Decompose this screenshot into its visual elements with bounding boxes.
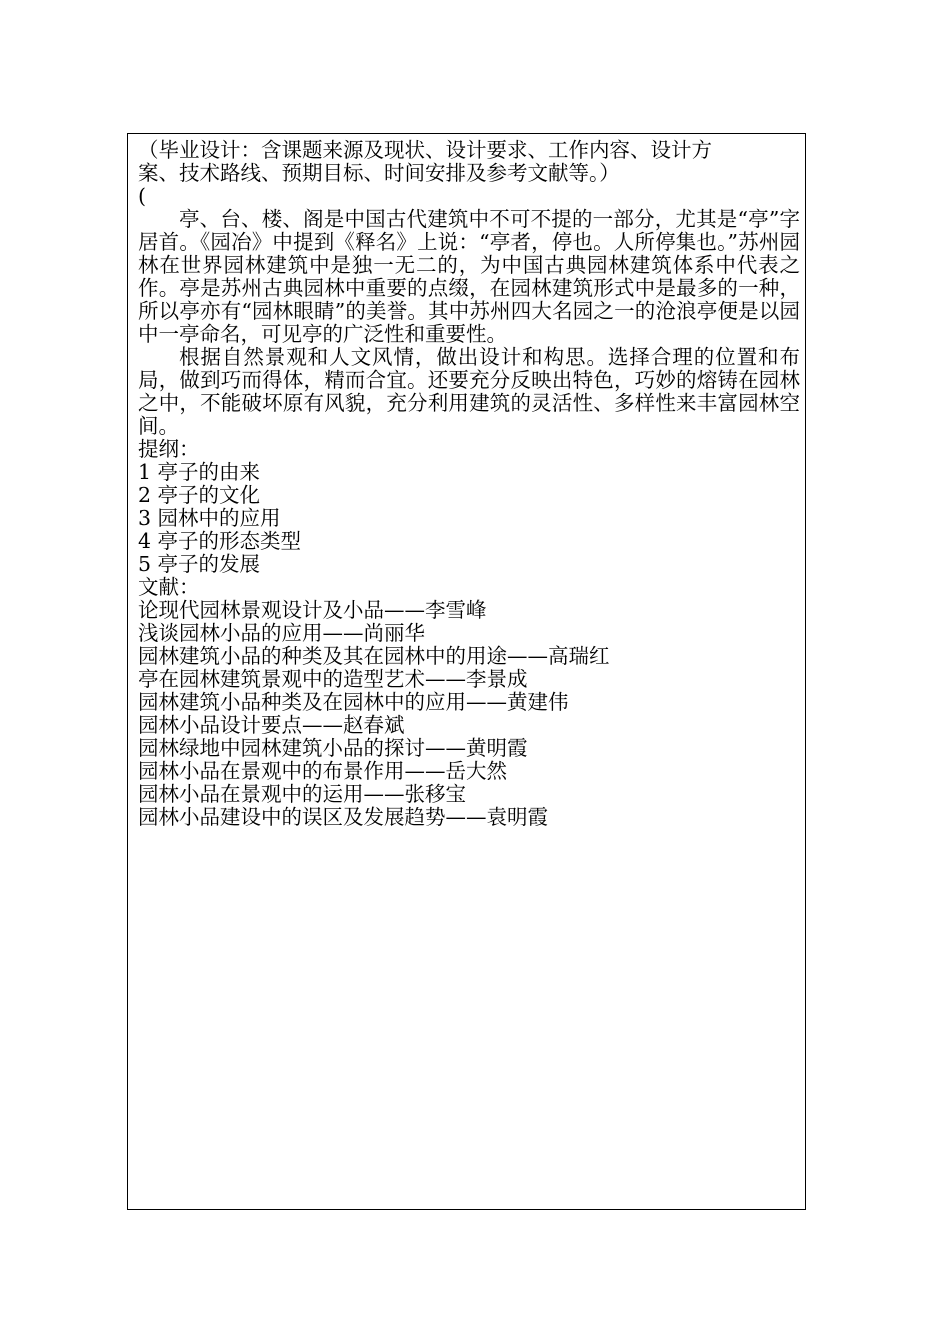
- reference-item: 园林小品在景观中的布景作用——岳大然: [138, 760, 507, 783]
- outline-item: 2 亭子的文化: [138, 484, 261, 507]
- reference-item: 园林建筑小品种类及在园林中的应用——黄建伟: [138, 691, 569, 714]
- header-note-line-2: 案、技术路线、预期目标、时间安排及参考文献等。）: [138, 162, 620, 185]
- reference-item: 园林小品建设中的误区及发展趋势——袁明霞: [138, 806, 548, 829]
- intro-paragraph: 亭、台、楼、阁是中国古代建筑中不可不提的一部分，尤其是“亭”字居首。《园冶》中提到《释名》上说：“亭者，停也。人所停集也。”苏州园林在世界园林建筑中是独一无二的，为中国古典园林建筑体系中代表之作。亭是苏州古典园林中重要的点缀，在园林建筑形式中是最多的一种，所以亭亦有“园林眼睛”的美誉。其中苏州四大名园之一的沧浪亭便是以园中一亭命名，可见亭的广泛性和重要性。: [138, 207, 800, 346]
- header-note-line-1: （毕业设计：含课题来源及现状、设计要求、工作内容、设计方: [138, 139, 712, 162]
- references-heading: 文献：: [138, 576, 200, 599]
- design-paragraph: 根据自然景观和人文风情，做出设计和构思。选择合理的位置和布局，做到巧而得体，精而合宜。还要充分反映出特色，巧妙的熔铸在园林之中，不能破坏原有风貌，充分利用建筑的灵活性、多样性来丰富园林空间。: [138, 345, 800, 438]
- outline-item: 3 园林中的应用: [138, 507, 281, 530]
- outline-item: 1 亭子的由来: [138, 461, 261, 484]
- reference-item: 园林建筑小品的种类及其在园林中的用途——高瑞红: [138, 645, 610, 668]
- reference-item: 浅谈园林小品的应用——尚丽华: [138, 622, 425, 645]
- reference-item: 论现代园林景观设计及小品——李雪峰: [138, 599, 487, 622]
- reference-item: 园林小品设计要点——赵春斌: [138, 714, 405, 737]
- reference-item: 园林绿地中园林建筑小品的探讨——黄明霞: [138, 737, 528, 760]
- outline-item: 4 亭子的形态类型: [138, 530, 302, 553]
- form-table-cell: [127, 133, 806, 1210]
- reference-item: 园林小品在景观中的运用——张移宝: [138, 783, 466, 806]
- cell-content: [138, 139, 800, 829]
- outline-heading: 提纲：: [138, 438, 200, 461]
- header-note-line-3: (: [138, 185, 146, 208]
- reference-item: 亭在园林建筑景观中的造型艺术——李景成: [138, 668, 528, 691]
- outline-item: 5 亭子的发展: [138, 553, 261, 576]
